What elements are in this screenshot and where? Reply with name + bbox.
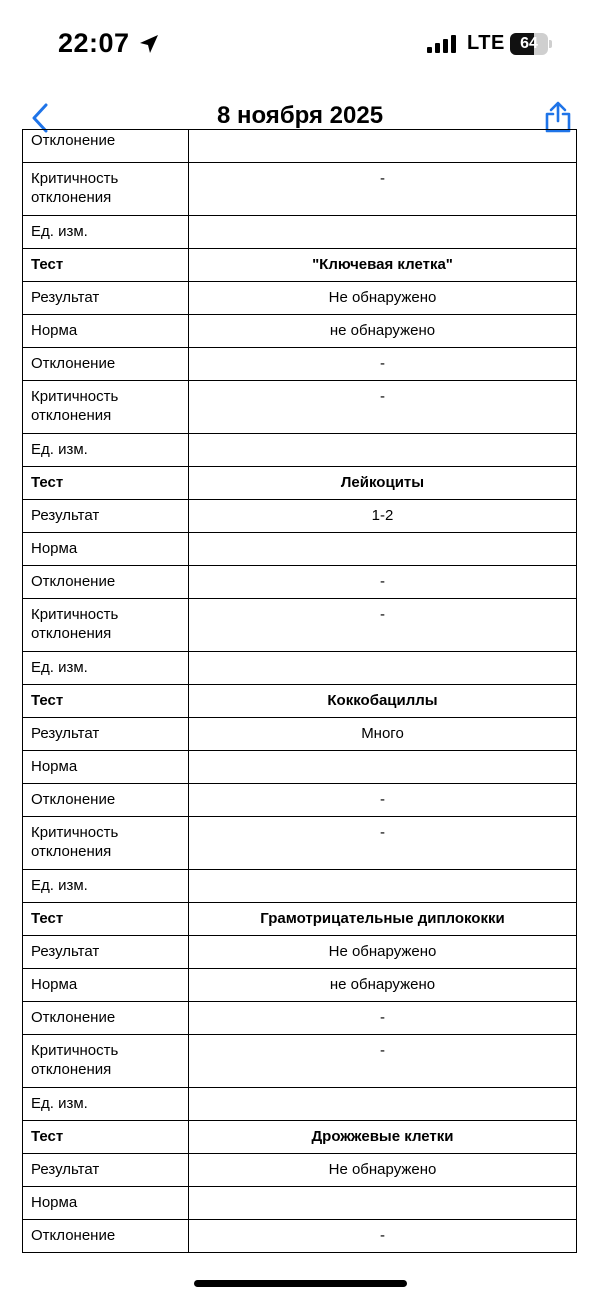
test-header-row (23, 903, 577, 936)
row-value: Не обнаружено (189, 1154, 577, 1187)
row-label: Критичность отклонения (23, 599, 189, 652)
table-row (23, 434, 577, 467)
row-value (189, 1187, 577, 1220)
row-value (189, 130, 577, 163)
table-row (23, 652, 577, 685)
table-row (23, 751, 577, 784)
row-value: - (189, 1002, 577, 1035)
cellular-signal-icon (427, 35, 459, 53)
row-value: Дрожжевые клетки (189, 1121, 577, 1154)
row-label: Ед. изм. (23, 216, 189, 249)
row-value (189, 1088, 577, 1121)
row-label: Критичность отклонения (23, 1035, 189, 1088)
row-label: Критичность отклонения (23, 381, 189, 434)
row-value: - (189, 381, 577, 434)
test-header-row (23, 467, 577, 500)
row-value: - (189, 784, 577, 817)
row-label: Тест (23, 685, 189, 718)
row-value: Коккобациллы (189, 685, 577, 718)
status-time: 22:07 (58, 28, 130, 58)
table-row (23, 566, 577, 599)
table-row (23, 1187, 577, 1220)
row-label: Тест (23, 903, 189, 936)
row-value: - (189, 599, 577, 652)
table-row (23, 216, 577, 249)
row-value (189, 870, 577, 903)
table-row (23, 1002, 577, 1035)
row-value: Не обнаружено (189, 282, 577, 315)
table-row (23, 315, 577, 348)
battery-icon (510, 33, 552, 55)
row-label: Отклонение (23, 1002, 189, 1035)
row-label: Ед. изм. (23, 1088, 189, 1121)
row-label: Результат (23, 500, 189, 533)
row-label: Норма (23, 315, 189, 348)
row-value: Много (189, 718, 577, 751)
row-value (189, 652, 577, 685)
status-bar (0, 0, 600, 90)
location-arrow-icon (138, 33, 160, 55)
row-value (189, 751, 577, 784)
row-label: Тест (23, 249, 189, 282)
row-label: Результат (23, 718, 189, 751)
row-value: 1-2 (189, 500, 577, 533)
row-label: Норма (23, 1187, 189, 1220)
test-header-row (23, 685, 577, 718)
row-label: Результат (23, 936, 189, 969)
table-row (23, 1035, 577, 1088)
table-row (23, 130, 577, 163)
row-label: Критичность отклонения (23, 163, 189, 216)
network-type-label: LTE (467, 32, 505, 54)
test-header-row (23, 249, 577, 282)
row-value: Грамотрицательные диплококки (189, 903, 577, 936)
row-label: Отклонение (23, 348, 189, 381)
table-row (23, 599, 577, 652)
row-label: Отклонение (23, 1220, 189, 1253)
row-label: Ед. изм. (23, 870, 189, 903)
home-indicator[interactable] (194, 1280, 407, 1287)
row-label: Результат (23, 282, 189, 315)
row-value: не обнаружено (189, 315, 577, 348)
table-row (23, 533, 577, 566)
row-value: - (189, 1220, 577, 1253)
table-row (23, 381, 577, 434)
table-row (23, 282, 577, 315)
row-value: Лейкоциты (189, 467, 577, 500)
table-row (23, 348, 577, 381)
row-label: Норма (23, 533, 189, 566)
row-value: Не обнаружено (189, 936, 577, 969)
table-row (23, 1088, 577, 1121)
table-row (23, 163, 577, 216)
row-label: Ед. изм. (23, 434, 189, 467)
row-label: Отклонение (23, 130, 189, 163)
row-label: Норма (23, 969, 189, 1002)
row-label: Критичность отклонения (23, 817, 189, 870)
row-value: - (189, 1035, 577, 1088)
table-row (23, 718, 577, 751)
row-value (189, 216, 577, 249)
table-row (23, 500, 577, 533)
row-label: Ед. изм. (23, 652, 189, 685)
row-value: - (189, 348, 577, 381)
table-row (23, 969, 577, 1002)
test-header-row (23, 1121, 577, 1154)
battery-level: 64 (520, 35, 538, 52)
table-row (23, 1154, 577, 1187)
row-value (189, 434, 577, 467)
row-value: "Ключевая клетка" (189, 249, 577, 282)
results-table-viewport[interactable] (22, 132, 578, 1248)
row-label: Норма (23, 751, 189, 784)
table-row (23, 936, 577, 969)
row-label: Тест (23, 467, 189, 500)
row-value (189, 533, 577, 566)
page-title: 8 ноября 2025 (216, 102, 384, 129)
table-row (23, 784, 577, 817)
row-value: не обнаружено (189, 969, 577, 1002)
row-label: Тест (23, 1121, 189, 1154)
row-label: Отклонение (23, 784, 189, 817)
row-value: - (189, 163, 577, 216)
table-row (23, 817, 577, 870)
row-label: Отклонение (23, 566, 189, 599)
row-value: - (189, 566, 577, 599)
table-row (23, 870, 577, 903)
row-value: - (189, 817, 577, 870)
row-label: Результат (23, 1154, 189, 1187)
results-table (22, 129, 577, 1253)
table-row (23, 1220, 577, 1253)
